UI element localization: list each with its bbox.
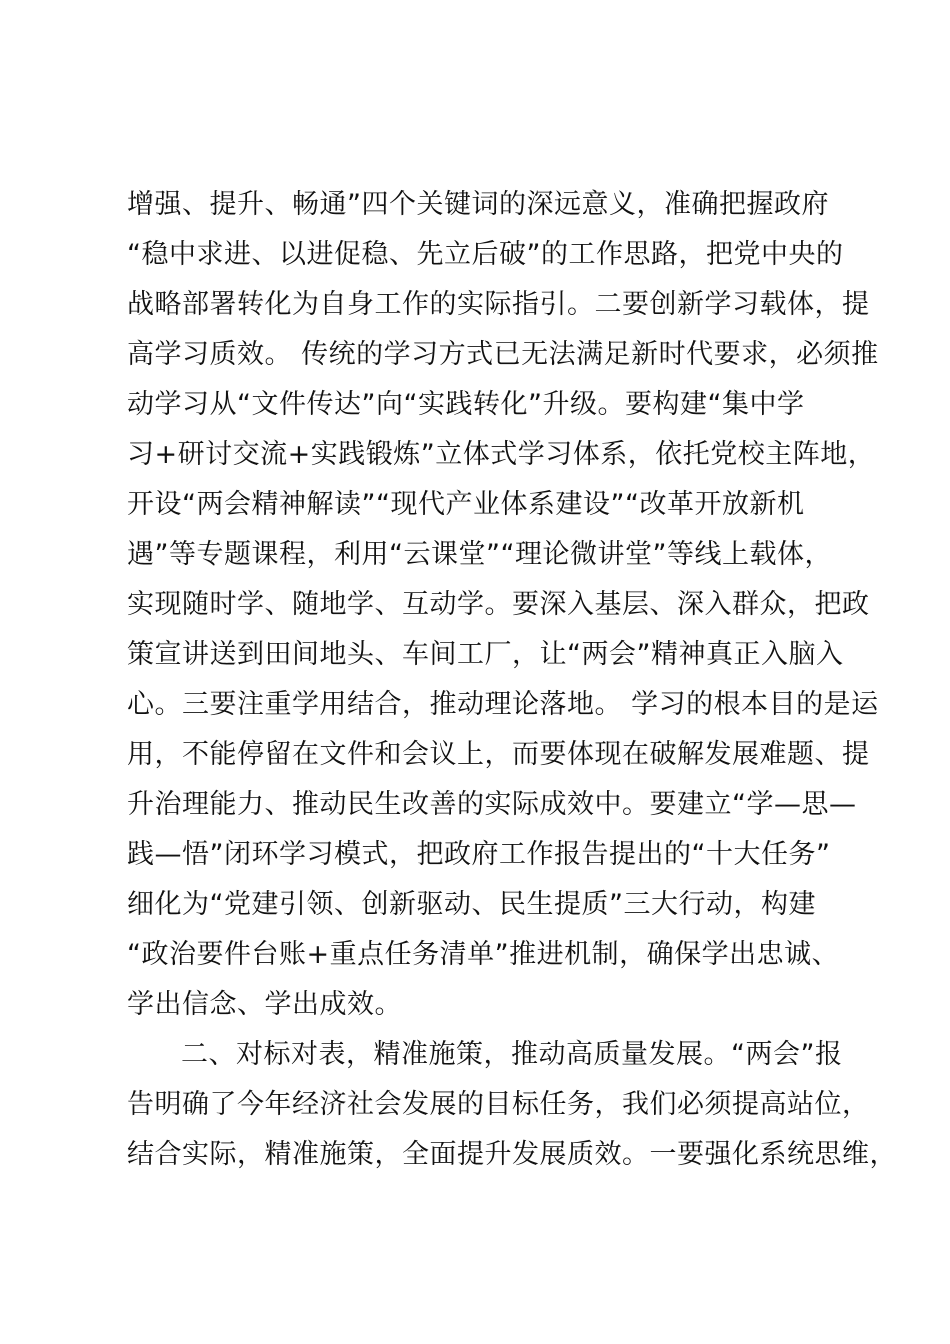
text-line: 高学习质效。 传统的学习方式已无法满足新时代要求，必须推 bbox=[127, 339, 879, 370]
text-line: 开设“两会精神解读”“现代产业体系建设”“改革开放新机 bbox=[127, 489, 805, 520]
text-line: 用，不能停留在文件和会议上，而要体现在破解发展难题、提 bbox=[127, 739, 870, 770]
text-line: 学出信念、学出成效。 bbox=[127, 989, 402, 1020]
text-line: 策宣讲送到田间地头、车间工厂，让“两会”精神真正入脑入 bbox=[127, 639, 844, 670]
text-line: 告明确了今年经济社会发展的目标任务，我们必须提高站位， bbox=[127, 1089, 870, 1120]
text-line: 心。三要注重学用结合，推动理论落地。 学习的根本目的是运 bbox=[127, 689, 879, 720]
text-line: 习+研讨交流+实践锻炼”立体式学习体系，依托党校主阵地， bbox=[127, 439, 876, 470]
text-line: “稳中求进、以进促稳、先立后破”的工作思路，把党中央的 bbox=[127, 239, 844, 270]
text-line: 升治理能力、推动民生改善的实际成效中。要建立“学—思— bbox=[127, 789, 857, 820]
text-line: 践—悟”闭环学习模式，把政府工作报告提出的“十大任务” bbox=[127, 839, 831, 870]
text-line: “政治要件台账+重点任务清单”推进机制，确保学出忠诚、 bbox=[127, 939, 840, 970]
text-line: 细化为“党建引领、创新驱动、民生提质”三大行动，构建 bbox=[127, 889, 816, 920]
text-line: 实现随时学、随地学、互动学。要深入基层、深入群众，把政 bbox=[127, 589, 870, 620]
paragraph-2 bbox=[127, 1030, 897, 1180]
text-line: 战略部署转化为自身工作的实际指引。二要创新学习载体，提 bbox=[127, 289, 870, 320]
paragraph-1 bbox=[127, 180, 879, 1030]
text-line: 二、对标对表，精准施策，推动高质量发展。“两会”报 bbox=[181, 1039, 843, 1070]
text-line: 遇”等专题课程，利用“云课堂”“理论微讲堂”等线上载体， bbox=[127, 539, 832, 570]
text-line: 结合实际，精准施策，全面提升发展质效。一要强化系统思维， bbox=[127, 1139, 897, 1170]
document-body bbox=[127, 180, 897, 1180]
text-line: 增强、提升、畅通”四个关键词的深远意义，准确把握政府 bbox=[127, 189, 829, 220]
text-line: 动学习从“文件传达”向“实践转化”升级。要构建“集中学 bbox=[127, 389, 805, 420]
